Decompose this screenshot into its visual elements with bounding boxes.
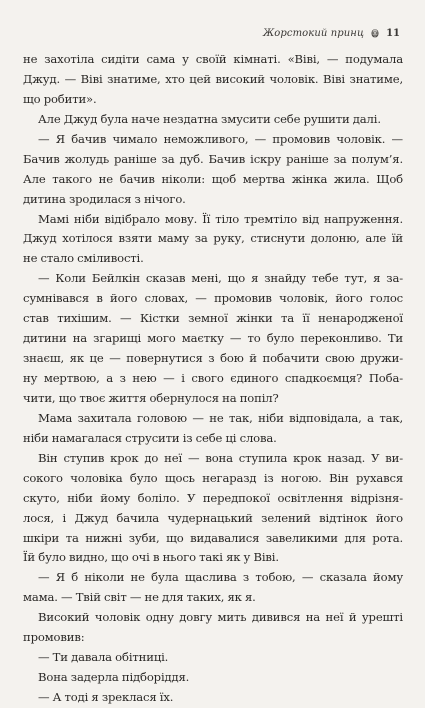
text-line: Він ступив крок до неї — вона ступила крок назад. У ви-	[38, 450, 403, 465]
text-line: став тихішим. — Кістки земної жінки та її ненародженої	[23, 311, 403, 326]
text-line: мама. — Твій світ — не для таких, як я.	[23, 590, 256, 605]
text-line: сокого чоловіка було щось негаразд із ногою. Він рухався	[23, 470, 403, 485]
text-line: — Ти давала обітниці.	[38, 650, 169, 665]
text-line: Мамі ніби відібрало мову. Її тіло тремтіло від напруження.	[38, 211, 403, 226]
text-line: що робити».	[23, 91, 97, 106]
text-line: Їй було видно, що очі в нього такі як у Віві.	[23, 550, 279, 565]
text-line: Але такого не бачив ніколи: щоб мертва жінка жила. Щоб	[23, 171, 403, 186]
text-line: ну мертвою, а з нею — і свого єдиного спадкоємця? Поба-	[23, 371, 403, 385]
text-line: — А тоді я зреклася їх.	[38, 690, 174, 704]
text-line: чити, що твоє життя обернулося на попіл?	[23, 390, 279, 405]
text-line: — Я бачив чимало неможливого, — промовив чоловік. —	[38, 131, 403, 146]
text-line: дитини на згарищі мого маєтку — то було переконливо. Ти	[23, 331, 403, 346]
text-line: Але Джуд була наче нездатна змусити себе рушити далі.	[38, 111, 381, 126]
text-line: не стало сміливості.	[23, 251, 144, 266]
text-line: шкіри та нижні зуби, що видавалися завеликими для рота.	[23, 530, 403, 545]
text-line: ніби намагалася струсити із себе ці слова.	[23, 430, 277, 445]
text-line: дитина зродилася з нічого.	[23, 191, 186, 206]
text-line: Джуд хотілося взяти маму за руку, стиснути долоню, але їй	[23, 231, 403, 246]
text-line: Бачив жолудь раніше за дуб. Бачив іскру раніше за полум’я.	[23, 151, 403, 166]
running-head	[263, 26, 400, 40]
text-line: скуто, ніби йому боліло. У передпокої освітлення відрізня-	[23, 490, 403, 505]
running-head-title: Жорстокий принц	[262, 27, 365, 39]
text-line: — Коли Бейлкін сказав мені, що я знайду тебе тут, я за-	[38, 271, 403, 286]
body-text	[23, 50, 403, 708]
text-line: — Я б ніколи не була щаслива з тобою, — сказала йому	[38, 570, 403, 585]
text-line: знаєш, як це — повернутися з бою й побачити свою дружи-	[23, 351, 403, 366]
pine-cone-icon	[370, 28, 380, 38]
text-line: лося, і Джуд бачила чудернацький зелений відтінок його	[23, 510, 403, 525]
text-line: Мама захитала головою — не так, ніби відповідала, а так,	[38, 410, 403, 425]
text-line: Високий чоловік одну довгу мить дивився на неї й урешті	[38, 610, 403, 625]
text-line: сумнівався в його словах, — промовив чоловік, його голос	[23, 291, 403, 306]
page-number: 11	[386, 27, 400, 39]
text-line: не захотіла сидіти сама у своїй кімнаті. «Віві, — подумала	[23, 52, 403, 66]
text-line: Вона задерла підборіддя.	[38, 670, 190, 685]
text-line: промовив:	[23, 630, 85, 645]
text-line: Джуд. — Віві знатиме, хто цей високий чоловік. Віві знатиме,	[23, 71, 403, 86]
